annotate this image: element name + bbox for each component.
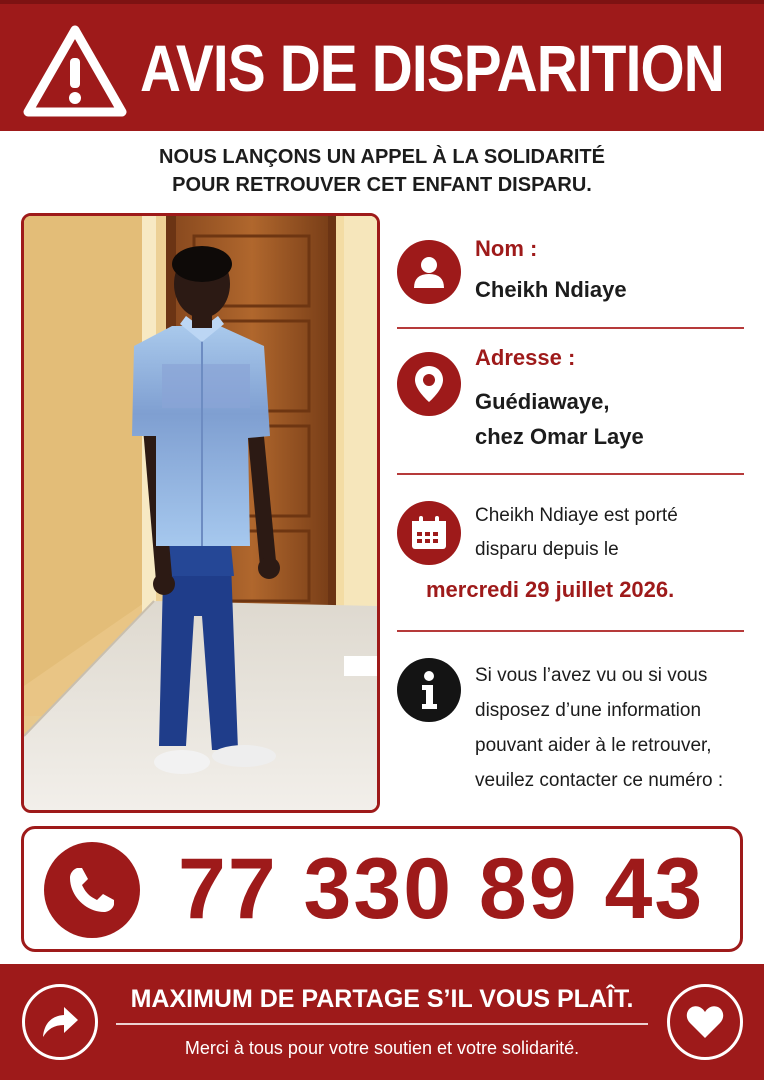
phone-icon-badge: [44, 842, 140, 938]
footer-divider: [116, 1023, 648, 1025]
address-line-1: Guédiawaye,: [475, 389, 610, 414]
page-title: AVIS DE DISPARITION: [140, 31, 724, 105]
divider: [397, 473, 744, 475]
contact-line-4: veuilez contacter ce numéro :: [475, 770, 724, 791]
footer-banner: [0, 964, 764, 1080]
missing-since-line-2: disparu depuis le: [475, 539, 619, 560]
share-button[interactable]: [22, 984, 98, 1060]
contact-line-3: pouvant aider à le retrouver,: [475, 735, 712, 756]
thanks-message: Merci à tous pour votre soutien et votre solidarité.: [184, 1038, 580, 1058]
appeal-text: [0, 143, 764, 199]
missing-since-line-1: Cheikh Ndiaye est porté: [475, 505, 678, 526]
info-icon: [419, 670, 439, 710]
contact-line-2: disposez d’une information: [475, 700, 702, 721]
location-pin-icon: [414, 364, 444, 404]
appeal-line-1: NOUS LANÇONS UN APPEL À LA SOLIDARITÉ: [159, 146, 605, 168]
phone-icon: [64, 862, 120, 918]
address-label: Adresse :: [475, 345, 576, 370]
calendar-icon: [410, 515, 448, 551]
missing-date: mercredi 29 juillet 2026.: [426, 577, 675, 602]
share-arrow-icon: [40, 1005, 80, 1039]
child-photo-illustration: [24, 216, 377, 810]
person-icon: [410, 253, 448, 291]
info-icon-badge: [397, 658, 461, 722]
appeal-line-2: POUR RETROUVER CET ENFANT DISPARU.: [172, 174, 592, 196]
person-icon-badge: [397, 240, 461, 304]
phone-number[interactable]: 77 330 89 43: [178, 841, 705, 937]
divider: [397, 630, 744, 632]
warning-triangle-icon: [22, 24, 128, 120]
address-line-2: chez Omar Laye: [475, 424, 644, 449]
calendar-icon-badge: [397, 501, 461, 565]
contact-line-1: Si vous l’avez vu ou si vous: [475, 665, 708, 686]
name-value: Cheikh Ndiaye: [475, 277, 627, 302]
name-label: Nom :: [475, 236, 538, 261]
header-banner: [0, 0, 764, 131]
child-photo: [21, 213, 380, 813]
share-request: MAXIMUM DE PARTAGE S’IL VOUS PLAÎT.: [130, 985, 634, 1013]
heart-icon: [685, 1004, 725, 1040]
divider: [397, 327, 744, 329]
phone-box[interactable]: [21, 826, 743, 952]
location-icon-badge: [397, 352, 461, 416]
heart-button[interactable]: [667, 984, 743, 1060]
